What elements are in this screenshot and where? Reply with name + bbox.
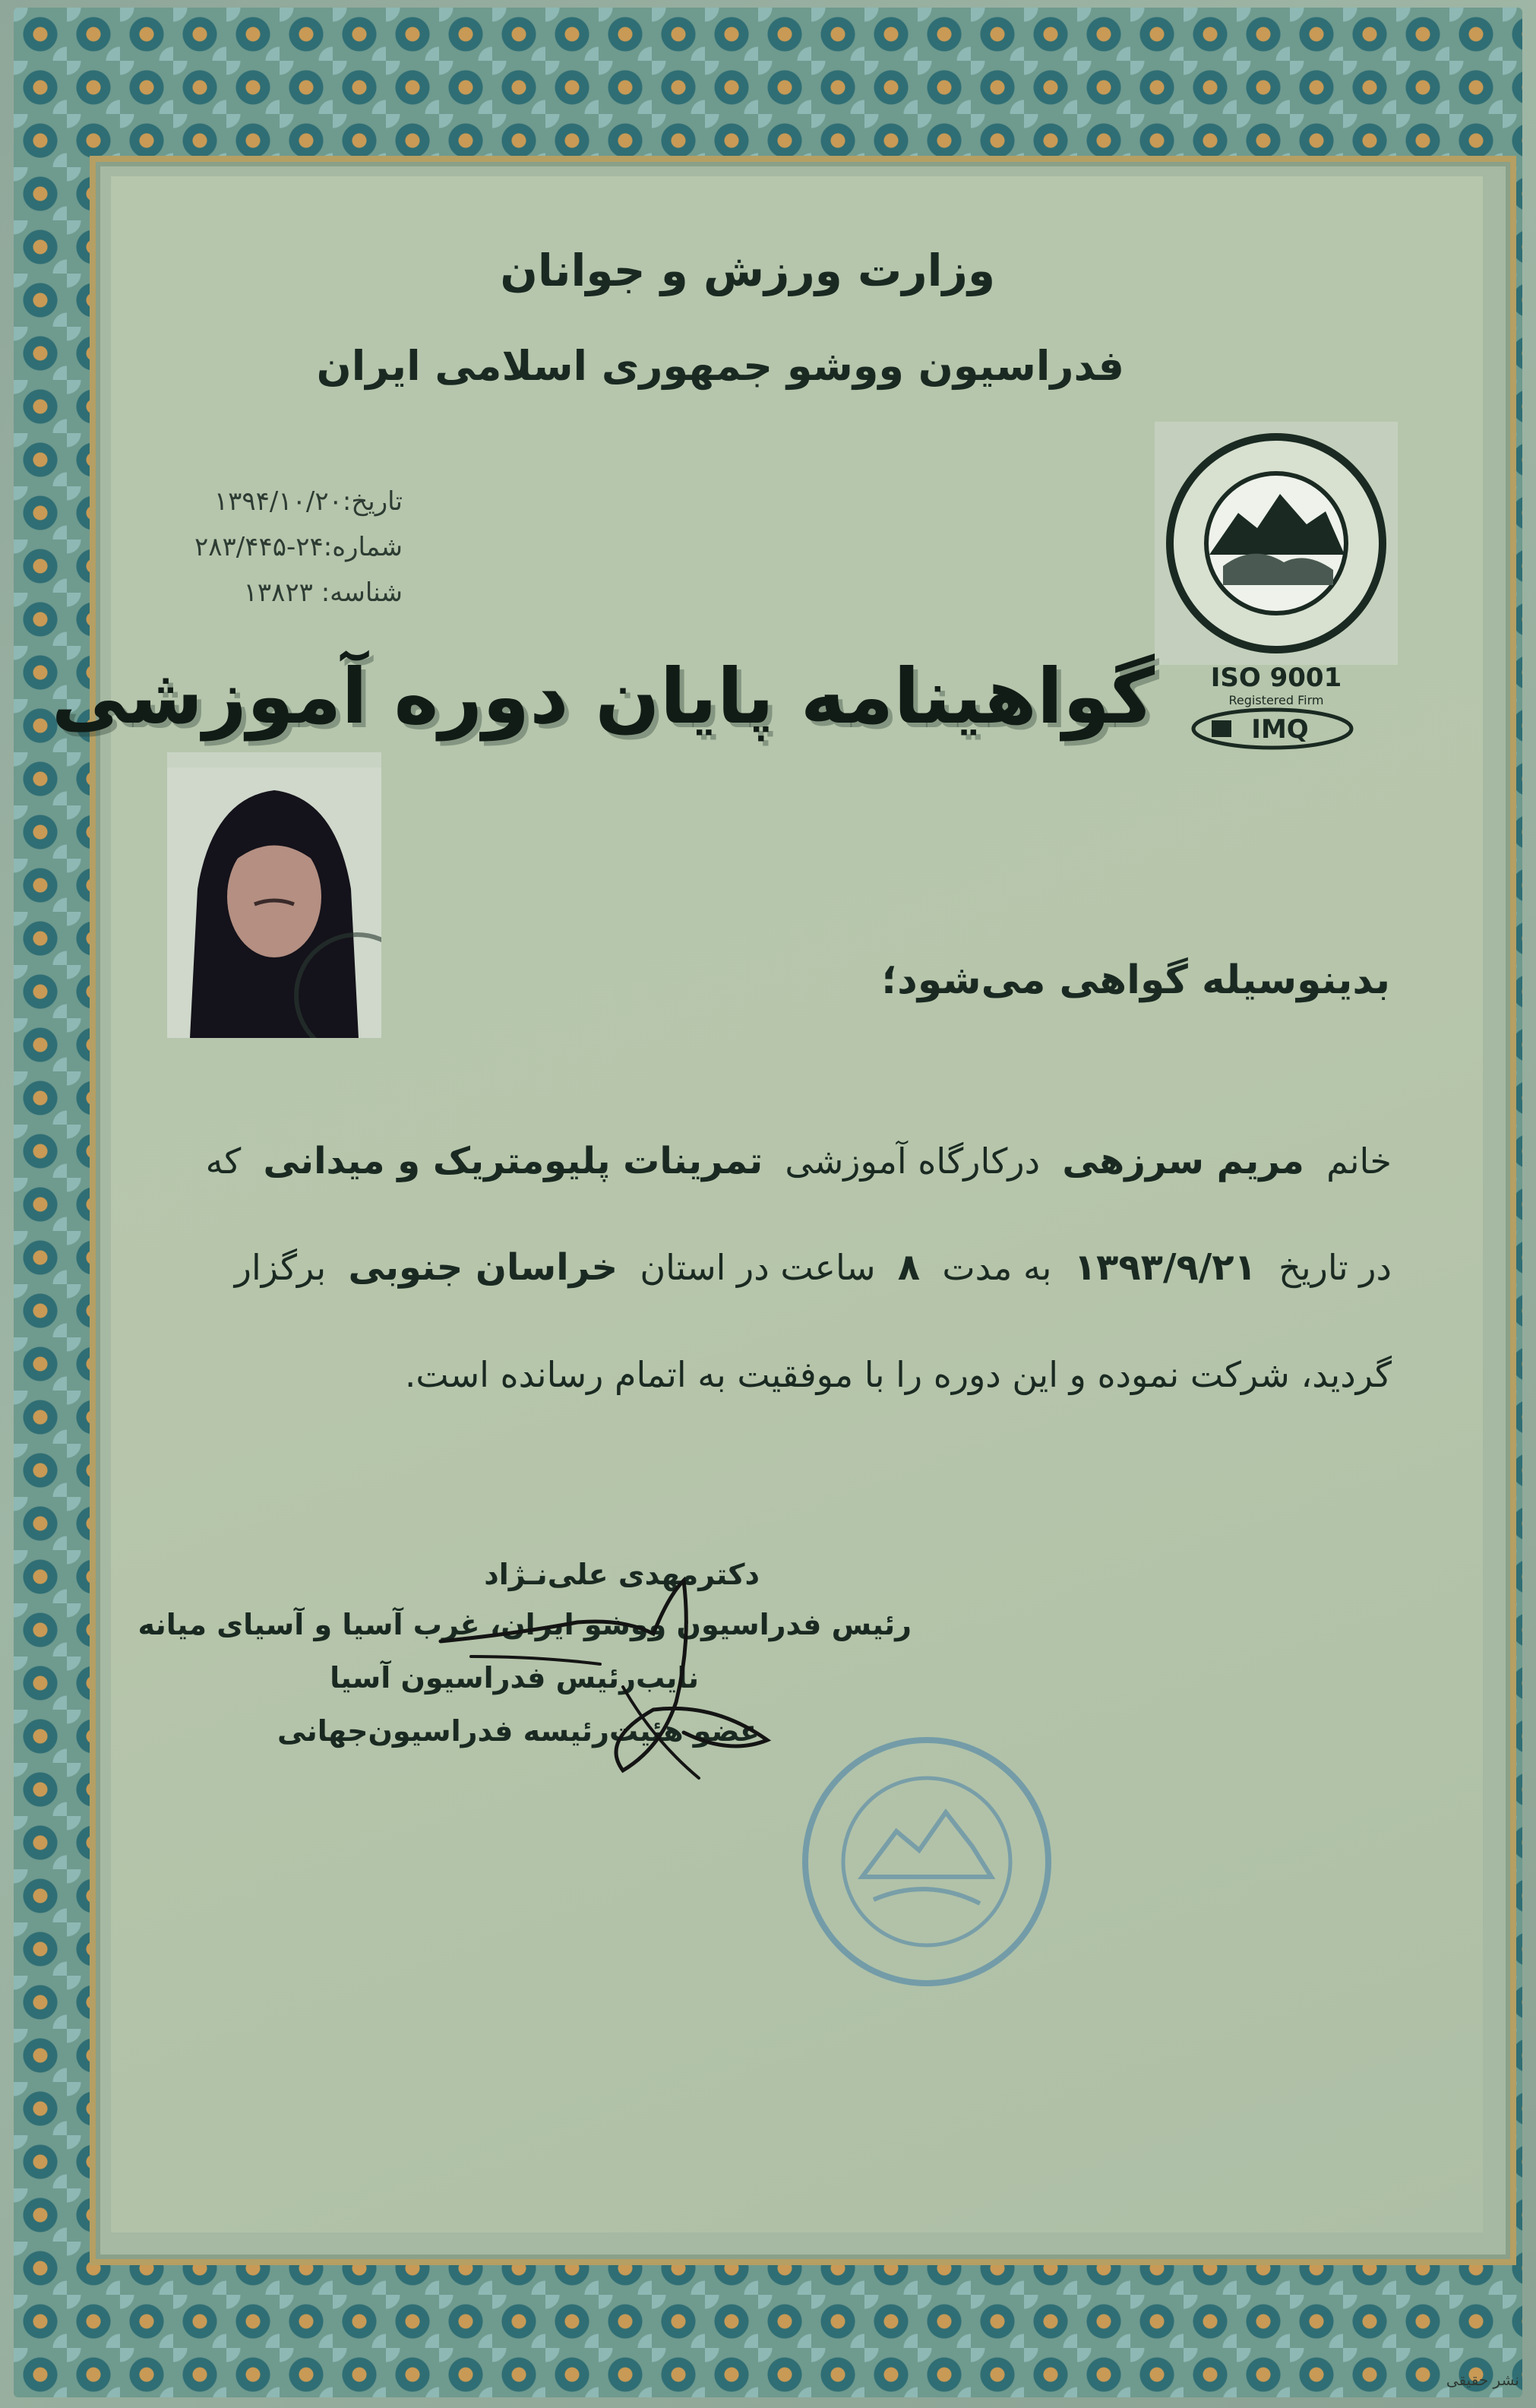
ministry-heading: وزارت ورزش و جوانان bbox=[500, 245, 995, 296]
body-line-2 bbox=[235, 1246, 1392, 1289]
federation-heading: فدراسیون ووشو جمهوری اسلامی ایران bbox=[316, 342, 1124, 390]
imq-badge-icon bbox=[1189, 707, 1356, 751]
course-date: ۱۳۹۳/۹/۲۱ bbox=[1073, 1246, 1256, 1289]
signatory-title-2: نایب‌رئیس فدراسیون آسیا bbox=[330, 1661, 699, 1694]
held-text: برگزار bbox=[234, 1247, 327, 1288]
workshop-text: درکارگاه آموزشی bbox=[785, 1141, 1041, 1182]
certificate-id: شناسه: ۱۳۸۲۳ bbox=[243, 577, 403, 608]
recipient-photo bbox=[167, 752, 381, 1038]
body-line-1 bbox=[206, 1140, 1392, 1182]
iso-label: ISO 9001 bbox=[1210, 663, 1342, 693]
signatory-title-1: رئیس فدراسیون ووشو ایران، غرب آسیا و آسیای میانه bbox=[137, 1608, 912, 1641]
connector-text: که bbox=[205, 1141, 242, 1182]
handwritten-signature bbox=[425, 1550, 790, 1801]
federation-stamp-icon bbox=[790, 1725, 1064, 1998]
reference-number: شماره:۲۴-۲۸۳/۴۴۵ bbox=[194, 532, 403, 562]
date-prefix: در تاریخ bbox=[1278, 1247, 1392, 1288]
title-prefix: خانم bbox=[1326, 1141, 1392, 1182]
province-name: خراسان جنوبی bbox=[348, 1246, 618, 1289]
issue-date: تاریخ:۱۳۹۴/۱۰/۲۰ bbox=[213, 486, 403, 517]
course-name: تمرینات پلیومتریک و میدانی bbox=[263, 1140, 763, 1182]
federation-logo-icon bbox=[1155, 422, 1398, 665]
course-hours: ۸ bbox=[897, 1246, 921, 1289]
imq-label: IMQ bbox=[1251, 714, 1309, 745]
province-prefix: ساعت در استان bbox=[640, 1247, 876, 1288]
certificate-title: گواهینامه پایان دوره آموزشی bbox=[51, 652, 1155, 741]
printer-mark: نشر حقیقی bbox=[1446, 2371, 1519, 2389]
body-line-3: گردید، شرکت نموده و این دوره را با موفقیت به اتمام رسانده است. bbox=[404, 1354, 1392, 1395]
iso-subtitle: Registered Firm bbox=[1228, 693, 1324, 707]
duration-prefix: به مدت bbox=[942, 1247, 1052, 1288]
recipient-name: مریم سرزهی bbox=[1062, 1140, 1304, 1182]
certify-statement: بدینوسیله گواهی می‌شود؛ bbox=[881, 957, 1390, 1003]
signatory-title-3: عضو هئیت‌رئیسه فدراسیون‌جهانی bbox=[277, 1714, 760, 1748]
signatory-name: دکترمهدی علی‌نـژاد bbox=[484, 1558, 760, 1591]
